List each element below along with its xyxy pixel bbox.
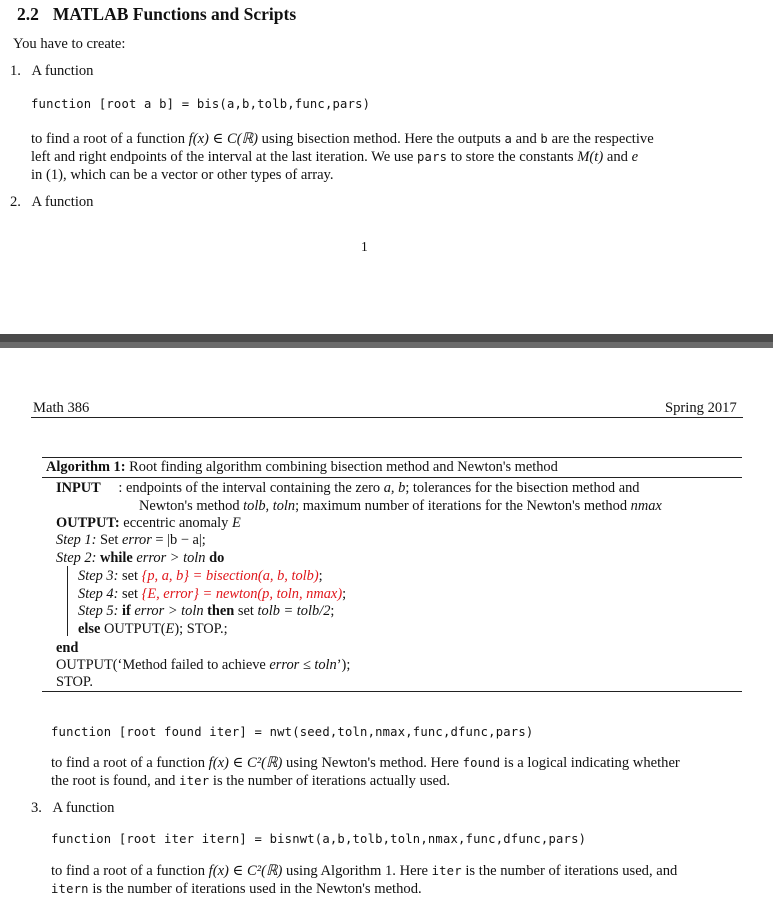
- code-run: b: [540, 132, 548, 146]
- text-run: using bisection method. Here the outputs: [258, 131, 505, 147]
- algorithm-bottom-rule: [42, 691, 742, 692]
- text-run: is the number of iterations actually used.: [209, 773, 450, 789]
- code-nwt-signature: function [root found iter] = nwt(seed,toln,nmax,func,dfunc,pars): [51, 725, 534, 739]
- text-run: to store the constants: [447, 149, 578, 165]
- math-run: f(x) ∈ C²(ℝ): [208, 755, 283, 771]
- math-run: E: [165, 621, 175, 637]
- math-run: error: [121, 532, 152, 548]
- paragraph-bisnwt-line-2: [51, 880, 677, 898]
- text-run: set: [118, 586, 142, 602]
- section-number: 2.2: [17, 4, 39, 24]
- text-run: using Algorithm 1. Here: [282, 863, 432, 879]
- code-bis-signature: function [root a b] = bis(a,b,tolb,func,pars): [31, 97, 371, 111]
- math-run: f(x) ∈ C²(ℝ): [208, 863, 283, 879]
- text-run: is the number of iterations used, and: [461, 863, 678, 879]
- list-item-1-number: 1.: [10, 63, 21, 79]
- math-run: error > toln: [136, 550, 206, 566]
- header-term: Spring 2017: [665, 400, 737, 416]
- algorithm-label: Algorithm 1:: [46, 459, 126, 475]
- step-label: Step 1:: [56, 532, 97, 548]
- text-run: using Newton's method. Here: [282, 755, 463, 771]
- code-bisnwt-signature: function [root iter itern] = bisnwt(a,b,tolb,toln,nmax,func,dfunc,pars): [51, 832, 587, 846]
- text-run: the root is found, and: [51, 773, 180, 789]
- algorithm-stop: STOP.: [56, 674, 93, 690]
- math-run: nmax: [630, 498, 662, 514]
- text-run: are the respective: [547, 131, 654, 147]
- algorithm-input-line-2: [139, 498, 662, 516]
- paragraph-bis-line-1: [31, 130, 654, 148]
- paragraph-nwt-line-1: [51, 754, 680, 772]
- code-run: iter: [431, 864, 462, 878]
- paragraph-nwt: [51, 754, 680, 790]
- math-run: e: [631, 149, 639, 165]
- keyword-then: then: [203, 603, 235, 619]
- text-run: = |b − a|;: [151, 532, 206, 548]
- text-run: set: [234, 603, 258, 619]
- algorithm-end: end: [56, 640, 79, 656]
- algorithm-step-4: [78, 586, 346, 604]
- text-run: Newton's method: [139, 498, 244, 514]
- math-run: a, b: [383, 480, 406, 496]
- text-run: OUTPUT(: [100, 621, 166, 637]
- newton-call: {E, error} = newton(p, toln, nmax): [141, 586, 343, 602]
- text-run: to find a root of a function: [51, 755, 209, 771]
- algorithm-caption: [46, 459, 558, 477]
- math-run: f(x) ∈ C(ℝ): [188, 131, 259, 147]
- bisection-call: {p, a, b} = bisection(a, b, tolb): [141, 568, 319, 584]
- output-label: OUTPUT:: [56, 515, 120, 531]
- text-run: : endpoints of the interval containing the zero: [114, 480, 384, 496]
- code-run: found: [462, 756, 501, 770]
- math-run: E: [231, 515, 241, 531]
- algorithm-step-3: [78, 568, 323, 586]
- text-run: and: [603, 149, 632, 165]
- paragraph-bisnwt-line-1: [51, 862, 677, 880]
- code-run: a: [504, 132, 513, 146]
- algorithm-step-1: [56, 532, 206, 550]
- keyword-if: if: [118, 603, 135, 619]
- algorithm-caption-rule: [42, 477, 742, 478]
- paragraph-bisnwt: [51, 862, 677, 898]
- math-run: error > toln: [134, 603, 204, 619]
- paragraph-bis: [31, 130, 654, 184]
- loop-bracket-line: [67, 566, 68, 636]
- step-label: Step 5:: [78, 603, 119, 619]
- algorithm-step-2: [56, 550, 224, 568]
- paragraph-bis-line-3: in (1), which can be a vector or other types of array.: [31, 167, 334, 183]
- input-label: INPUT: [56, 480, 101, 496]
- text-run: ;: [330, 603, 335, 619]
- text-run: eccentric anomaly: [119, 515, 232, 531]
- list-item-2-number: 2.: [10, 194, 21, 210]
- text-run: OUTPUT(‘Method failed to achieve: [56, 657, 270, 673]
- text-run: ;: [342, 586, 347, 602]
- section-heading: [17, 4, 296, 25]
- step-label: Step 2:: [56, 550, 97, 566]
- step-label: Step 4:: [78, 586, 119, 602]
- text-run: ’);: [336, 657, 351, 673]
- text-run: set: [118, 568, 142, 584]
- text-run: ; maximum number of iterations for the Newton's method: [295, 498, 631, 514]
- paragraph-nwt-line-2: [51, 772, 680, 790]
- step-label: Step 3:: [78, 568, 119, 584]
- code-run: itern: [51, 882, 89, 896]
- code-run: iter: [179, 774, 210, 788]
- code-run: pars: [417, 150, 448, 164]
- page-separator-light: [0, 342, 773, 348]
- text-run: to find a root of a function: [31, 131, 189, 147]
- text-run: left and right endpoints of the interval at the last iteration. We use: [31, 149, 417, 165]
- algorithm-output: [56, 515, 241, 533]
- list-item-1-text: A function: [31, 63, 94, 79]
- math-run: tolb, toln: [243, 498, 296, 514]
- text-run: ;: [318, 568, 323, 584]
- page-number: 1: [361, 239, 368, 254]
- algorithm-step-5: [78, 603, 334, 621]
- list-item-2-text: A function: [31, 194, 94, 210]
- text-run: to find a root of a function: [51, 863, 209, 879]
- text-run: is a logical indicating whether: [500, 755, 680, 771]
- keyword-while: while: [96, 550, 137, 566]
- text-run: ); STOP.;: [174, 621, 228, 637]
- header-rule: [31, 417, 743, 418]
- algorithm-else: [78, 621, 228, 639]
- text-run: ; tolerances for the bisection method and: [405, 480, 640, 496]
- section-title: MATLAB Functions and Scripts: [52, 4, 297, 24]
- list-item-3: [31, 799, 114, 817]
- list-item-3-number: 3.: [31, 800, 42, 816]
- list-item-3-text: A function: [52, 800, 115, 816]
- intro-text: You have to create:: [13, 36, 126, 52]
- keyword-do: do: [205, 550, 225, 566]
- header-course: Math 386: [33, 400, 90, 416]
- math-run: M(t): [577, 149, 604, 165]
- list-item-1: [10, 62, 93, 80]
- list-item-2: [10, 193, 93, 211]
- text-run: and: [512, 131, 541, 147]
- text-run: Set: [96, 532, 122, 548]
- math-run: tolb = tolb/2: [257, 603, 331, 619]
- algorithm-input-line-1: [56, 480, 640, 498]
- keyword-else: else: [78, 621, 101, 637]
- text-run: is the number of iterations used in the Newton's method.: [88, 881, 422, 897]
- page-separator-dark: [0, 334, 773, 342]
- paragraph-bis-line-2: [31, 148, 654, 166]
- algorithm-failure-output: [56, 657, 350, 675]
- math-run: error ≤ toln: [269, 657, 337, 673]
- algorithm-title: Root finding algorithm combining bisection method and Newton's method: [125, 459, 558, 475]
